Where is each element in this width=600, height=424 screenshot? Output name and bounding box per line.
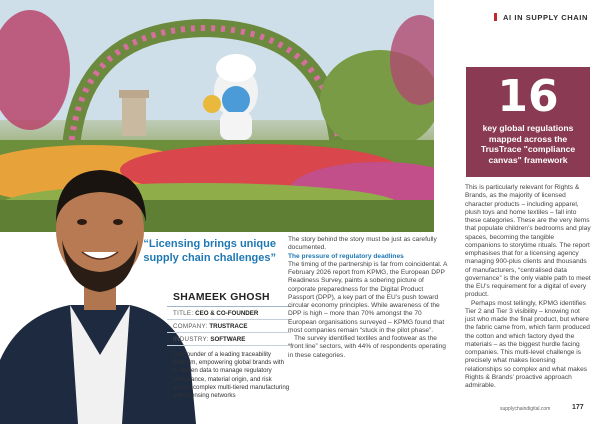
profile-card xyxy=(167,292,291,400)
profile-row-company xyxy=(167,320,291,333)
article-column-middle xyxy=(288,236,448,360)
article-paragraph: This is particularly relevant for Rights & Brands, as the majority of licensed character products – including apparel, plush toys and home textiles – fall into these categories. These are the very items that populate children’s bedrooms and play spaces, becoming the tangible companions to storytime rituals. The report emphasises that for a licensing agency managing 900-plus clients and thousands of manufacturers, “centralised data governance” is the only viable path to meet the EU’s requirement for a digital of every product. xyxy=(465,184,591,299)
section-label-marker xyxy=(494,13,497,21)
profile-value: TRUSTRACE xyxy=(209,323,248,330)
pull-quote: “Licensing brings unique supply chain challenges” xyxy=(143,238,276,264)
article-intro: The story behind the story must be just as carefully documented. xyxy=(288,236,437,252)
article-paragraph: The timing of the partnership is far from coincidental. A February 2026 report from KPMG, the European DPP Readiness Survey, paints a sobering picture of corporate preparedness for the Digital Product Passport (DPP), a key part of the EU’s push toward circular economy principles. While awareness of the DPP is high – more than 70% amongst the 70 European organisations surveyed – KPMG found that most companies remain “stuck in the pilot phase”. xyxy=(288,260,448,334)
profile-bio: Co-Founder of a leading traceability platform, empowering global brands with AI-driven data to manage regulatory compliance, material origin, and risk across complex multi-tiered manufacturing and licensing networks xyxy=(173,351,290,400)
stat-callout xyxy=(466,67,590,177)
footer-site: supplychaindigital.com xyxy=(500,406,551,412)
article-paragraph: Perhaps most tellingly, KPMG identifies Tier 2 and Tier 3 visibility – knowing not just who made the final product, but where the fabric came from, which farm produced the cotton and which factory dyed the materials – as the biggest hurdle facing companies. This multi-level challenge is precisely what makes licensing relationships so complex and what makes Rights & Brands’ proactive approach admirable. xyxy=(465,299,590,389)
section-label xyxy=(470,13,588,22)
article-column-right xyxy=(465,184,591,390)
article-subhead: The pressure of regulatory deadlines xyxy=(288,252,404,260)
page-number: 177 xyxy=(572,404,584,411)
profile-value: CEO & CO-FOUNDER xyxy=(195,310,259,317)
profile-key: COMPANY: xyxy=(173,323,208,330)
stat-number: 16 xyxy=(497,71,559,122)
profile-name: SHAMEEK GHOSH xyxy=(167,292,291,307)
profile-key: INDUSTRY: xyxy=(173,336,209,343)
article-paragraph: The survey identified textiles and footwear as the “front line” sectors, with 44% of respondents operating in these categories. xyxy=(288,335,446,359)
profile-row-title xyxy=(167,307,291,320)
profile-key: TITLE: xyxy=(173,310,194,317)
section-label-text: AI IN SUPPLY CHAIN xyxy=(503,13,588,22)
stat-description: key global regulations mapped across the TrusTrace "compliance canvas" framework xyxy=(480,123,576,165)
profile-row-industry xyxy=(167,333,291,346)
profile-value: SOFTWARE xyxy=(210,336,246,343)
